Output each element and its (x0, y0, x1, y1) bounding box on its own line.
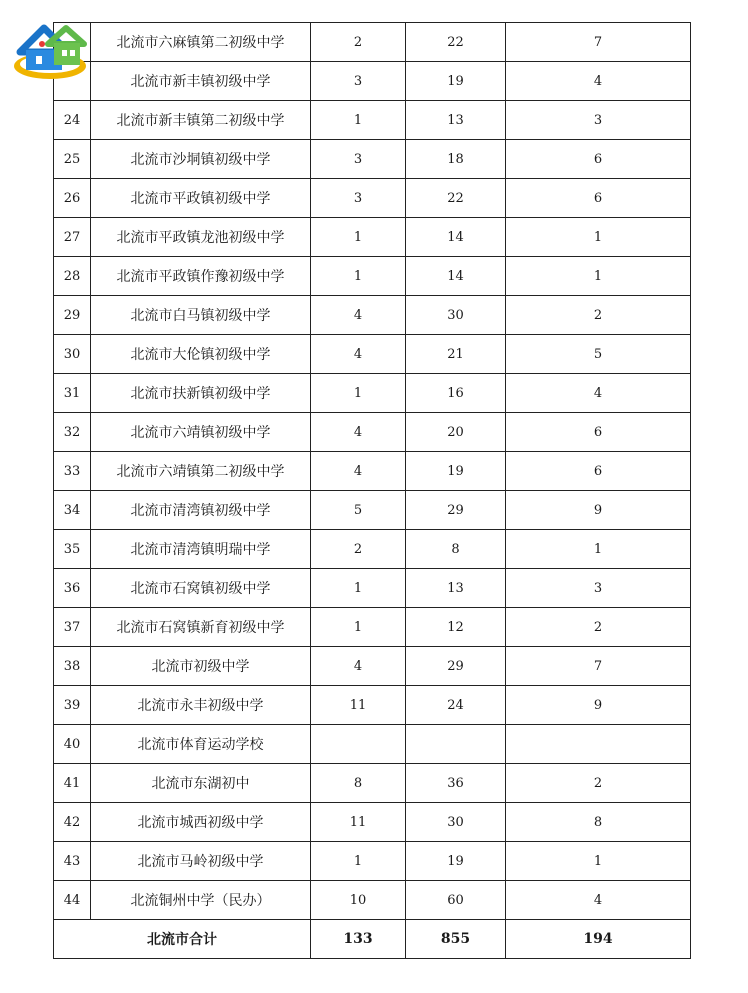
table-row (54, 23, 691, 62)
value-a: 4 (311, 335, 406, 374)
table-row (54, 62, 691, 101)
total-b: 855 (406, 920, 506, 959)
value-c (506, 725, 691, 764)
table-row (54, 257, 691, 296)
value-a: 11 (311, 686, 406, 725)
value-c: 6 (506, 140, 691, 179)
value-b: 13 (406, 101, 506, 140)
value-c: 2 (506, 296, 691, 335)
table-row (54, 764, 691, 803)
value-b: 30 (406, 296, 506, 335)
school-name: 北流市清湾镇明瑞中学 (91, 530, 311, 569)
value-b: 12 (406, 608, 506, 647)
table-row (54, 491, 691, 530)
value-b: 19 (406, 452, 506, 491)
table-row (54, 569, 691, 608)
total-a: 133 (311, 920, 406, 959)
school-name: 北流市清湾镇初级中学 (91, 491, 311, 530)
value-c: 9 (506, 686, 691, 725)
value-c: 2 (506, 764, 691, 803)
value-b: 21 (406, 335, 506, 374)
value-c: 9 (506, 491, 691, 530)
value-c: 6 (506, 452, 691, 491)
row-number: 37 (54, 608, 91, 647)
school-name: 北流市平政镇作豫初级中学 (91, 257, 311, 296)
value-c: 3 (506, 101, 691, 140)
value-a: 1 (311, 569, 406, 608)
value-c: 1 (506, 257, 691, 296)
value-a: 1 (311, 608, 406, 647)
value-b: 29 (406, 491, 506, 530)
value-b: 36 (406, 764, 506, 803)
value-a: 1 (311, 218, 406, 257)
value-b: 22 (406, 179, 506, 218)
value-a: 3 (311, 179, 406, 218)
value-a: 10 (311, 881, 406, 920)
row-number: 26 (54, 179, 91, 218)
value-b: 20 (406, 413, 506, 452)
school-name: 北流市新丰镇第二初级中学 (91, 101, 311, 140)
value-b: 19 (406, 62, 506, 101)
value-c: 6 (506, 179, 691, 218)
value-c: 1 (506, 530, 691, 569)
table-row (54, 374, 691, 413)
house-logo-icon (8, 16, 92, 86)
row-number: 44 (54, 881, 91, 920)
table-row (54, 101, 691, 140)
value-b: 60 (406, 881, 506, 920)
value-c: 5 (506, 335, 691, 374)
value-a: 3 (311, 140, 406, 179)
total-label: 北流市合计 (54, 920, 311, 959)
row-number: 30 (54, 335, 91, 374)
school-name: 北流市白马镇初级中学 (91, 296, 311, 335)
row-number: 33 (54, 452, 91, 491)
value-c: 2 (506, 608, 691, 647)
row-number: 28 (54, 257, 91, 296)
value-a: 1 (311, 257, 406, 296)
value-c: 1 (506, 218, 691, 257)
school-name: 北流市平政镇龙池初级中学 (91, 218, 311, 257)
row-number: 39 (54, 686, 91, 725)
school-name: 北流市新丰镇初级中学 (91, 62, 311, 101)
school-name: 北流市六靖镇初级中学 (91, 413, 311, 452)
school-name: 北流市初级中学 (91, 647, 311, 686)
value-c: 6 (506, 413, 691, 452)
value-a: 8 (311, 764, 406, 803)
table-row (54, 413, 691, 452)
value-b: 22 (406, 23, 506, 62)
table-row (54, 647, 691, 686)
value-b: 16 (406, 374, 506, 413)
school-name: 北流市东湖初中 (91, 764, 311, 803)
table-row (54, 530, 691, 569)
value-b: 14 (406, 218, 506, 257)
value-b: 14 (406, 257, 506, 296)
value-a: 4 (311, 452, 406, 491)
school-name: 北流市六靖镇第二初级中学 (91, 452, 311, 491)
school-name: 北流市扶新镇初级中学 (91, 374, 311, 413)
school-name: 北流市大伦镇初级中学 (91, 335, 311, 374)
row-number: 24 (54, 101, 91, 140)
school-name: 北流铜州中学（民办） (91, 881, 311, 920)
value-c: 7 (506, 23, 691, 62)
total-row (54, 920, 691, 959)
value-c: 7 (506, 647, 691, 686)
school-name: 北流市城西初级中学 (91, 803, 311, 842)
value-a: 1 (311, 101, 406, 140)
value-c: 4 (506, 62, 691, 101)
value-a: 4 (311, 647, 406, 686)
table-row (54, 686, 691, 725)
row-number: 41 (54, 764, 91, 803)
value-b: 29 (406, 647, 506, 686)
row-number: 34 (54, 491, 91, 530)
value-c: 3 (506, 569, 691, 608)
value-b: 13 (406, 569, 506, 608)
value-a: 3 (311, 62, 406, 101)
value-b (406, 725, 506, 764)
value-a: 1 (311, 374, 406, 413)
value-a: 4 (311, 296, 406, 335)
table-row (54, 179, 691, 218)
value-b: 24 (406, 686, 506, 725)
table-row (54, 140, 691, 179)
school-name: 北流市体育运动学校 (91, 725, 311, 764)
row-number: 27 (54, 218, 91, 257)
table-row (54, 296, 691, 335)
value-a: 11 (311, 803, 406, 842)
school-name: 北流市石窝镇初级中学 (91, 569, 311, 608)
school-name: 北流市马岭初级中学 (91, 842, 311, 881)
row-number: 38 (54, 647, 91, 686)
table-row (54, 842, 691, 881)
value-b: 18 (406, 140, 506, 179)
total-c: 194 (506, 920, 691, 959)
value-a: 2 (311, 23, 406, 62)
row-number: 25 (54, 140, 91, 179)
row-number: 35 (54, 530, 91, 569)
table-row (54, 335, 691, 374)
school-name: 北流市平政镇初级中学 (91, 179, 311, 218)
value-c: 4 (506, 881, 691, 920)
table-row (54, 218, 691, 257)
value-c: 1 (506, 842, 691, 881)
school-name: 北流市沙垌镇初级中学 (91, 140, 311, 179)
school-staff-table (53, 22, 691, 959)
school-name: 北流市六麻镇第二初级中学 (91, 23, 311, 62)
row-number: 29 (54, 296, 91, 335)
value-c: 8 (506, 803, 691, 842)
row-number: 32 (54, 413, 91, 452)
value-a: 4 (311, 413, 406, 452)
row-number: 36 (54, 569, 91, 608)
row-number: 40 (54, 725, 91, 764)
row-number: 42 (54, 803, 91, 842)
row-number: 43 (54, 842, 91, 881)
value-b: 19 (406, 842, 506, 881)
school-name: 北流市永丰初级中学 (91, 686, 311, 725)
value-a: 5 (311, 491, 406, 530)
row-number: 31 (54, 374, 91, 413)
school-name: 北流市石窝镇新育初级中学 (91, 608, 311, 647)
value-b: 8 (406, 530, 506, 569)
table-row (54, 881, 691, 920)
value-c: 4 (506, 374, 691, 413)
table-row (54, 452, 691, 491)
table-row (54, 725, 691, 764)
value-b: 30 (406, 803, 506, 842)
value-a (311, 725, 406, 764)
table-row (54, 608, 691, 647)
value-a: 2 (311, 530, 406, 569)
value-a: 1 (311, 842, 406, 881)
table-row (54, 803, 691, 842)
